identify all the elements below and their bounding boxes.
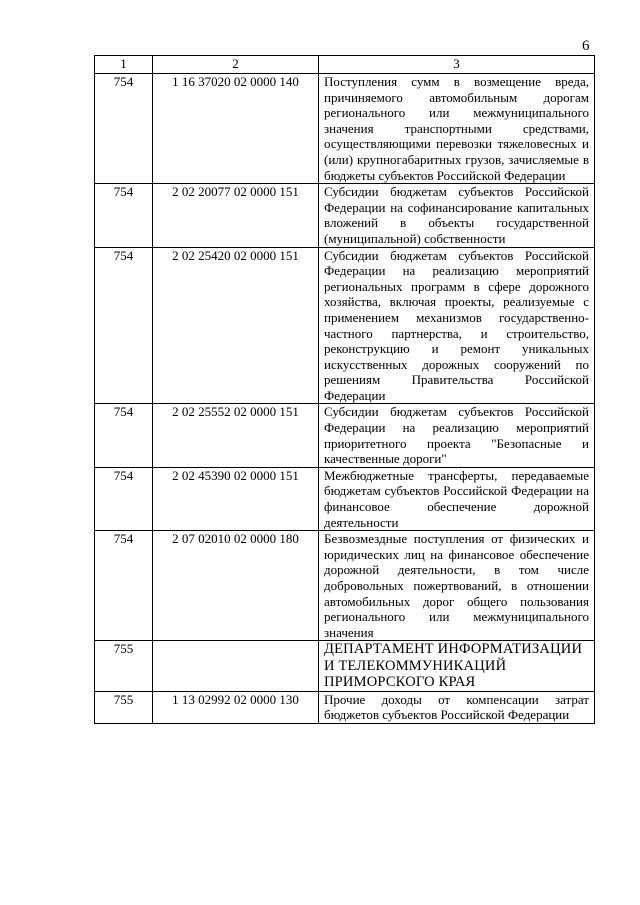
admin-code-cell: 754 [95, 404, 153, 467]
table-header-row [95, 56, 595, 74]
revenue-code-cell: 2 07 02010 02 0000 180 [153, 531, 319, 641]
table-row [95, 247, 595, 404]
description-cell: Субсидии бюджетам субъектов Российской Федерации на софинансирование капитальных вложений в объекты государственной (муниципальной) собственности [319, 184, 595, 247]
budget-classification-table [94, 55, 595, 724]
admin-code-cell: 754 [95, 247, 153, 404]
table-row [95, 404, 595, 467]
admin-code-cell: 755 [95, 641, 153, 692]
admin-code-cell: 755 [95, 691, 153, 723]
column-header-2: 2 [153, 56, 319, 74]
description-cell: Субсидии бюджетам субъектов Российской Федерации на реализацию мероприятий приоритетного проекта "Безопасные и качественные дороги" [319, 404, 595, 467]
revenue-code-cell: 2 02 25420 02 0000 151 [153, 247, 319, 404]
column-header-1: 1 [95, 56, 153, 74]
table-row [95, 467, 595, 530]
revenue-code-cell [153, 641, 319, 692]
revenue-code-cell: 2 02 20077 02 0000 151 [153, 184, 319, 247]
description-cell: Безвозмездные поступления от физических и юридических лиц на финансовое обеспечение дорожной деятельности, в том числе добровольных пожертвований, в отношении автомобильных дорог общего пользования регионального или межмуниципального значения [319, 531, 595, 641]
table-row [95, 691, 595, 723]
table-row [95, 184, 595, 247]
revenue-code-cell: 1 16 37020 02 0000 140 [153, 74, 319, 184]
description-cell: Межбюджетные трансферты, передаваемые бюджетам субъектов Российской Федерации на финансовое обеспечение дорожной деятельности [319, 467, 595, 530]
revenue-code-cell: 1 13 02992 02 0000 130 [153, 691, 319, 723]
admin-code-cell: 754 [95, 531, 153, 641]
admin-code-cell: 754 [95, 184, 153, 247]
description-cell: Поступления сумм в возмещение вреда, причиняемого автомобильным дорогам регионального или межмуниципального значения транспортными средствами, осуществляющими перевозки тяжеловесных и (или) крупногабаритных грузов, зачисляемые в бюджеты субъектов Российской Федерации [319, 74, 595, 184]
table-row-department [95, 641, 595, 692]
revenue-code-cell: 2 02 25552 02 0000 151 [153, 404, 319, 467]
admin-code-cell: 754 [95, 467, 153, 530]
page-number: 6 [582, 38, 590, 54]
description-cell: Субсидии бюджетам субъектов Российской Федерации на реализацию мероприятий региональных программ в сфере дорожного хозяйства, включая проекты, реализуемые с применением механизмов государственно-частного партнерства, и строительство, реконструкцию и ремонт уникальных искусственных дорожных сооружений по решениям Правительства Российской Федерации [319, 247, 595, 404]
admin-code-cell: 754 [95, 74, 153, 184]
table-row [95, 74, 595, 184]
revenue-code-cell: 2 02 45390 02 0000 151 [153, 467, 319, 530]
description-cell: Прочие доходы от компенсации затрат бюджетов субъектов Российской Федерации [319, 691, 595, 723]
department-name-cell: ДЕПАРТАМЕНТ ИНФОРМАТИЗАЦИИ И ТЕЛЕКОММУНИКАЦИЙ ПРИМОРСКОГО КРАЯ [319, 641, 595, 692]
column-header-3: 3 [319, 56, 595, 74]
table-row [95, 531, 595, 641]
